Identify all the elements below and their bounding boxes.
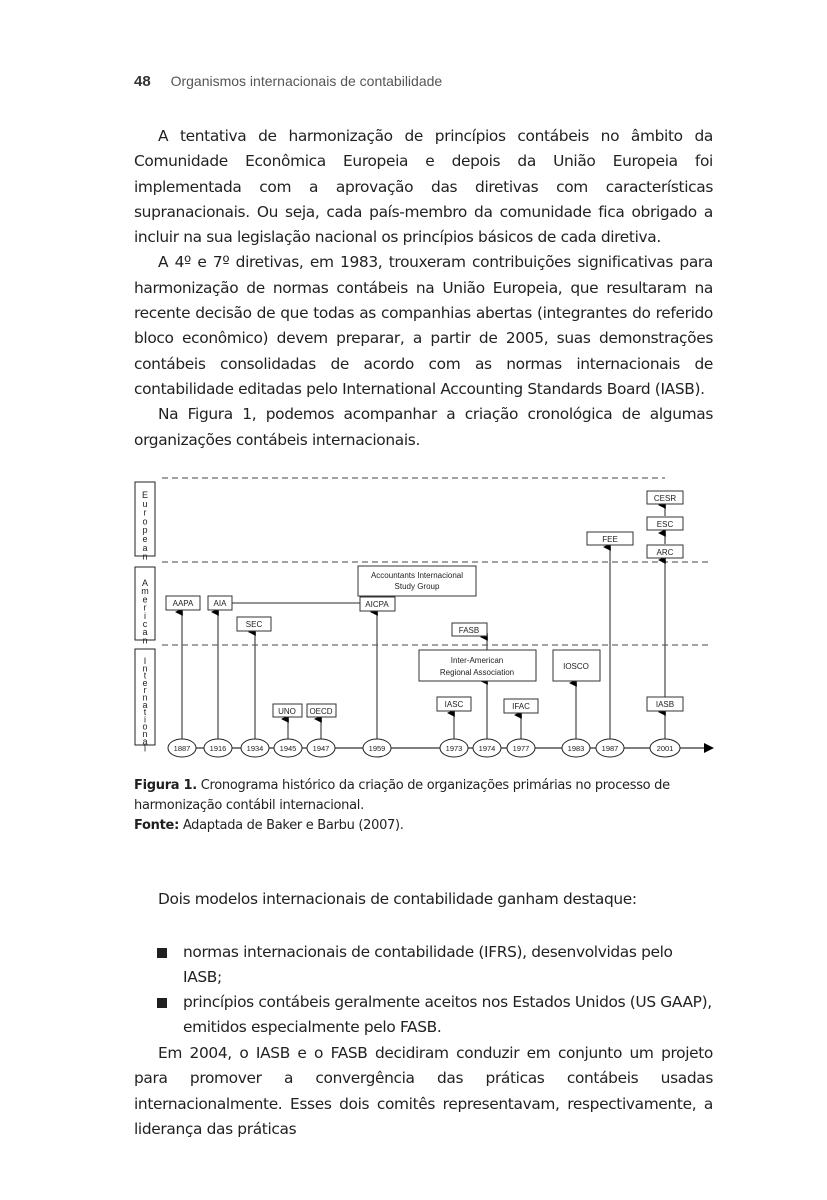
year-label: 1916 bbox=[209, 744, 227, 753]
paragraph: A 4º e 7º diretivas, em 1983, trouxeram contribuições significativas para harmonização de normas contábeis na União Europeia, que resultaram na recente decisão de que todas as companhias abertas (integrantes do referido bloco econômico) devem preparar, a partir de 2005, suas demonstrações contábeis consolidadas de acordo com as normas internacionais de contabilidade editadas pelo International Accounting Standards Board (IASB). bbox=[134, 253, 713, 398]
year-label: 1973 bbox=[445, 744, 463, 753]
bullet-list bbox=[157, 940, 715, 1040]
paragraph: A tentativa de harmonização de princípios contábeis no âmbito da Comunidade Econômica Europeia e depois da União Europeia foi implementada com a aprovação das diretivas com características supranacionais. Ou seja, cada país-membro da comunidade fica obrigado a incluir na sua legislação nacional os princípios básicos de cada diretiva. bbox=[134, 127, 713, 247]
org-label-esc: ESC bbox=[656, 520, 674, 529]
year-label: 1959 bbox=[368, 744, 386, 753]
year-label: 1983 bbox=[567, 744, 585, 753]
org-label-aapa: AAPA bbox=[172, 599, 194, 608]
square-bullet-icon bbox=[157, 998, 167, 1008]
year-label: 2001 bbox=[656, 744, 674, 753]
org-label-uno: UNO bbox=[278, 707, 296, 716]
figure-caption bbox=[134, 776, 714, 836]
year-label: 1934 bbox=[246, 744, 264, 753]
org-label-iasc: IASC bbox=[444, 700, 464, 709]
org-label-oecd: OECD bbox=[309, 707, 333, 716]
list-item bbox=[157, 990, 715, 1040]
running-title: Organismos internacionais de contabilidade bbox=[170, 73, 443, 89]
year-label: 1947 bbox=[312, 744, 330, 753]
org-label-aisg-1: Accountants Internacional bbox=[370, 571, 464, 580]
lane-label-american: A m e r i c a n bbox=[141, 578, 149, 646]
body-text-bottom bbox=[134, 1041, 713, 1142]
year-label: 1977 bbox=[512, 744, 530, 753]
org-label-cesr: CESR bbox=[653, 494, 677, 503]
list-item-text: normas internacionais de contabilidade (IFRS), desenvolvidas pelo IASB; bbox=[183, 943, 673, 986]
square-bullet-icon bbox=[157, 948, 167, 958]
caption-text: Cronograma histórico da criação de organizações primárias no processo de harmonização contábil internacional. bbox=[134, 778, 670, 813]
list-item bbox=[157, 940, 715, 990]
org-label-iara-1: Inter-American bbox=[450, 656, 504, 665]
year-label: 1945 bbox=[279, 744, 297, 753]
org-label-aisg-2: Study Group bbox=[394, 582, 440, 591]
list-intro bbox=[158, 887, 718, 912]
org-label-sec: SEC bbox=[245, 620, 263, 629]
timeline-arrowhead bbox=[704, 743, 714, 753]
lane-label-european: E u r o p e a n bbox=[141, 490, 149, 562]
year-label: 1974 bbox=[478, 744, 496, 753]
caption-label: Figura 1. bbox=[134, 778, 197, 793]
source-text: Adaptada de Baker e Barbu (2007). bbox=[178, 818, 404, 833]
org-label-aicpa: AICPA bbox=[365, 600, 389, 609]
page-number: 48 bbox=[134, 73, 151, 90]
list-item-text: princípios contábeis geralmente aceitos nos Estados Unidos (US GAAP), emitidos especialmente pelo FASB. bbox=[183, 993, 712, 1036]
lane-label-international: I n t e r n a t i o n a l bbox=[142, 656, 148, 754]
org-label-fee: FEE bbox=[602, 535, 618, 544]
org-label-fasb: FASB bbox=[458, 626, 480, 635]
org-label-iasb: IASB bbox=[655, 700, 675, 709]
source-label: Fonte: bbox=[134, 818, 179, 833]
org-label-iara-2: Regional Association bbox=[439, 668, 515, 677]
year-label: 1987 bbox=[601, 744, 619, 753]
paragraph: Na Figura 1, podemos acompanhar a criação cronológica de algumas organizações contábeis internacionais. bbox=[134, 405, 713, 449]
list-intro-text: Dois modelos internacionais de contabilidade ganham destaque: bbox=[158, 890, 637, 908]
paragraph: Em 2004, o IASB e o FASB decidiram conduzir em conjunto um projeto para promover a convergência das práticas contábeis usadas internacionalmente. Esses dois comitês representavam, respectivamente, a liderança das práticas bbox=[134, 1044, 713, 1138]
year-label: 1887 bbox=[173, 744, 191, 753]
org-label-iosco: IOSCO bbox=[563, 662, 589, 671]
org-label-aia: AIA bbox=[213, 599, 227, 608]
org-label-arc: ARC bbox=[656, 548, 674, 557]
org-label-ifac: IFAC bbox=[512, 702, 530, 711]
